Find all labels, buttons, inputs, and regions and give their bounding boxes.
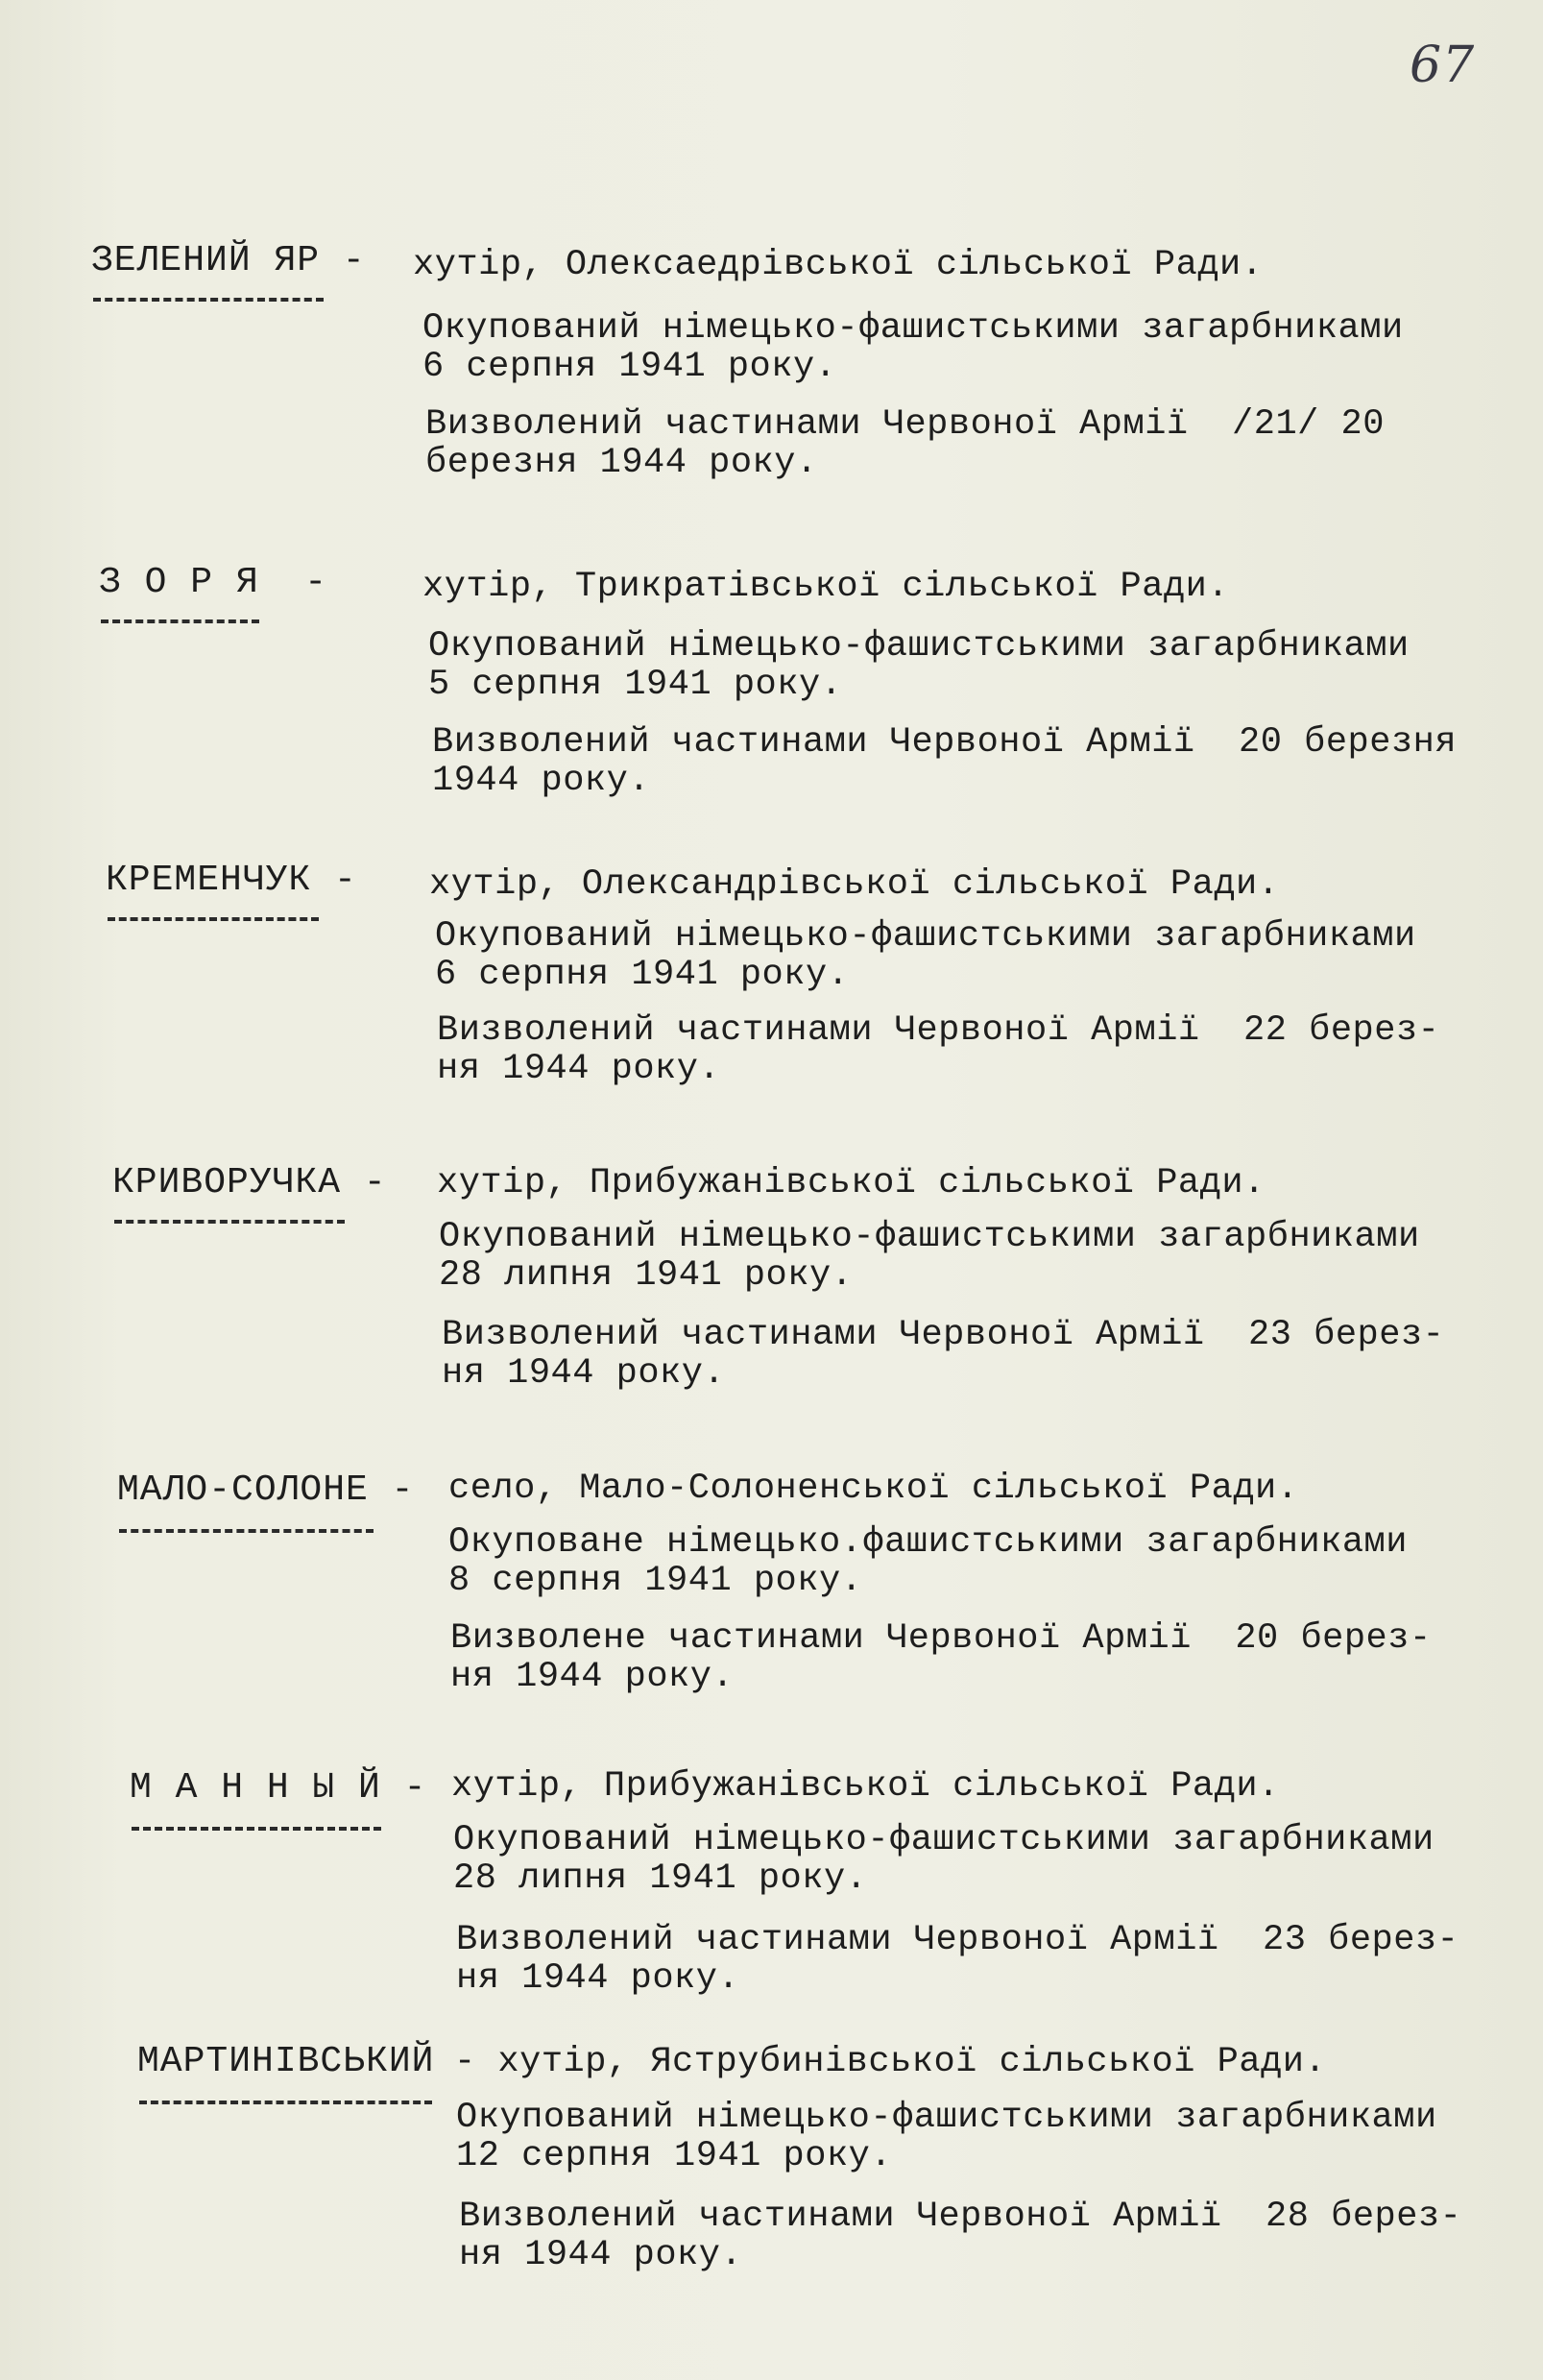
occupied-line-2: 28 липня 1941 року. [439, 1255, 854, 1296]
name-underline [139, 2101, 432, 2104]
entry-type-line: хутір, Олександрівської сільської Ради. [429, 864, 1280, 905]
liberated-line-1: Визволений частинами Червоної Армії 28 берез- [459, 2197, 1462, 2237]
entry-type-line: хутір, Прибужанівської сільської Ради. [451, 1766, 1280, 1807]
liberated-line-2: 1944 року. [432, 761, 651, 801]
entry-name: МАЛО-СОЛОНЕ - [117, 1469, 415, 1511]
name-underline [114, 1220, 345, 1224]
entry-type-line: село, Мало-Солоненської сільської Ради. [448, 1469, 1299, 1509]
entry-zoria [99, 562, 1491, 812]
entry-type-line: хутір, Трикратівської сільської Ради. [422, 567, 1230, 607]
entry-name: М А Н Н Ы Й - [130, 1767, 427, 1809]
occupied-line-2: 12 серпня 1941 року. [456, 2136, 893, 2176]
entry-name: ЗЕЛЕНИЙ ЯР - [91, 240, 366, 281]
entry-name: КРЕМЕНЧУК - [106, 860, 357, 901]
occupied-line-2: 8 серпня 1941 року. [448, 1561, 863, 1601]
entry-mannyi [130, 1767, 1522, 2017]
occupied-line-2: 6 серпня 1941 року. [422, 347, 837, 387]
liberated-line-2: ня 1944 року. [459, 2235, 743, 2275]
entry-type-line: хутір, Прибужанівської сільської Ради. [437, 1163, 1266, 1203]
occupied-line-1: Окуповане німецько.фашистськими загарбниками [448, 1522, 1408, 1563]
entry-martynivskyi [137, 2041, 1530, 2300]
occupied-line-2: 6 серпня 1941 року. [435, 955, 850, 995]
entry-kremenchuk [106, 860, 1498, 1109]
entry-name: МАРТИНІВСЬКИЙ [137, 2041, 435, 2082]
entry-type-line: - хутір, Яструбинівської сільської Ради. [454, 2042, 1327, 2082]
liberated-line-1: Визволений частинами Червоної Армії 22 берез- [437, 1010, 1440, 1051]
entry-zelenyi-yar [91, 240, 1483, 490]
entry-malo-solone [117, 1469, 1509, 1719]
liberated-line-1: Визволене частинами Червоної Армії 20 берез- [450, 1618, 1432, 1659]
liberated-line-2: ня 1944 року. [456, 1958, 740, 1999]
liberated-line-2: ня 1944 року. [450, 1657, 735, 1697]
occupied-line-1: Окупований німецько-фашистськими загарбниками [422, 308, 1404, 349]
occupied-line-2: 28 липня 1941 року. [453, 1858, 868, 1899]
liberated-line-1: Визволений частинами Червоної Армії /21/ 20 [425, 404, 1385, 445]
liberated-line-1: Визволений частинами Червоної Армії 23 берез- [442, 1315, 1445, 1355]
liberated-line-2: ня 1944 року. [437, 1049, 721, 1089]
name-underline [119, 1529, 374, 1533]
name-underline [132, 1827, 381, 1831]
name-underline [108, 917, 319, 921]
liberated-line-1: Визволений частинами Червоної Армії 20 березня [432, 722, 1458, 763]
occupied-line-1: Окупований німецько-фашистськими загарбниками [428, 626, 1410, 667]
name-underline [93, 298, 324, 302]
entry-name: З О Р Я - [99, 562, 328, 603]
occupied-line-1: Окупований німецько-фашистськими загарбниками [439, 1217, 1420, 1257]
entry-name: КРИВОРУЧКА - [112, 1162, 387, 1203]
page-number: 67 [1410, 36, 1476, 94]
occupied-line-1: Окупований німецько-фашистськими загарбниками [435, 916, 1416, 957]
liberated-line-1: Визволений частинами Червоної Армії 23 берез- [456, 1920, 1459, 1960]
occupied-line-1: Окупований німецько-фашистськими загарбниками [456, 2098, 1437, 2138]
liberated-line-2: ня 1944 року. [442, 1353, 726, 1394]
occupied-line-2: 5 серпня 1941 року. [428, 665, 843, 705]
entry-type-line: хутір, Олексаедрівської сільської Ради. [413, 245, 1264, 285]
name-underline [101, 619, 259, 623]
entry-kryvoruchka [112, 1162, 1505, 1412]
occupied-line-1: Окупований німецько-фашистськими загарбниками [453, 1820, 1435, 1860]
liberated-line-2: березня 1944 року. [425, 443, 818, 483]
